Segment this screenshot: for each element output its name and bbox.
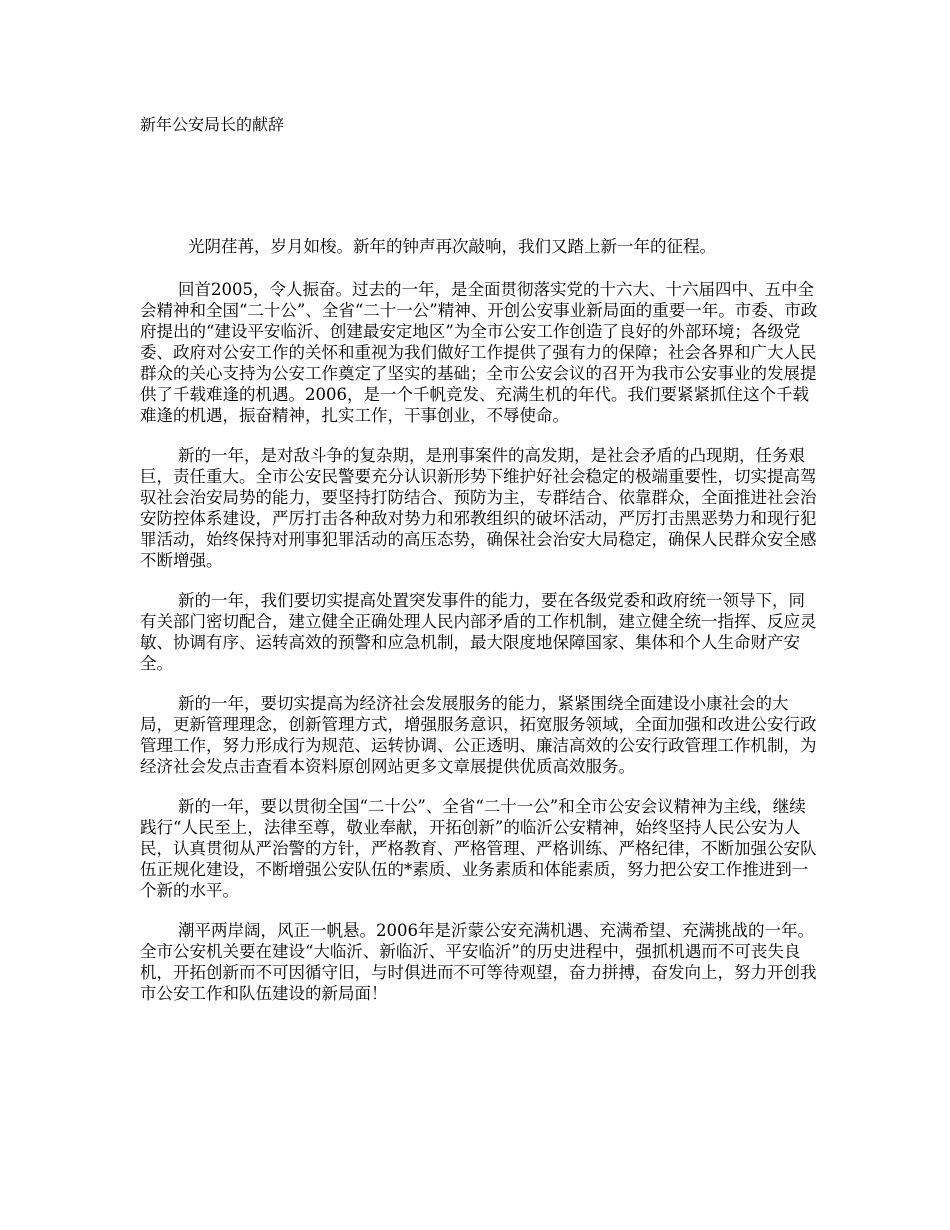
paragraph-economic-service: 新的一年，要切实提高为经济社会发展服务的能力，紧紧围绕全面建设小康社会的大局，更新管理理念，创新管理方式，增强服务意识，拓宽服务领域，全面加强和改进公安行政管理工作，努力形成行为规范、运转协调、公正透明、廉洁高效的公安行政管理工作机制，为经济社会发点击查看本资料原创网站更多文章展提供优质高效服务。 <box>140 694 817 776</box>
document-body <box>140 236 820 1023</box>
paragraph-team-building: 新的一年，要以贯彻全国“二十公”、全省“二十一公”和全市公安会议精神为主线，继续践行“人民至上，法律至尊，敬业奉献，开拓创新”的临沂公安精神，始终坚持人民公安为人民，认真贯彻从严治警的方针，严格教育、严格管理、严格训练、严格纪律，不断加强公安队伍正规化建设，不断增强公安队伍的*素质、业务素质和体能素质，努力把公安工作推进到一个新的水平。 <box>140 797 817 900</box>
paragraph-closing: 潮平两岸阔，风正一帆悬。2006年是沂蒙公安充满机遇、充满希望、充满挑战的一年。全市公安机关要在建设“大临沂、新临沂、平安临沂”的历史进程中，强抓机遇而不可丧失良机，开拓创新而不可因循守旧，与时俱进而不可等待观望，奋力拼搏，奋发向上，努力开创我市公安工作和队伍建设的新局面！ <box>140 921 817 1003</box>
paragraph-opening: 光阴荏苒，岁月如梭。新年的钟声再次敲响，我们又踏上新一年的征程。 <box>188 237 716 256</box>
paragraph-emergency-response: 新的一年，我们要切实提高处置突发事件的能力，要在各级党委和政府统一领导下，同有关部门密切配合，建立健全正确处理人民内部矛盾的工作机制，建立健全统一指挥、反应灵敏、协调有序、运转高效的预警和应急机制，最大限度地保障国家、集体和个人生命财产安全。 <box>140 591 817 673</box>
document-title: 新年公安局长的献辞 <box>140 115 285 134</box>
paragraph-review-2005: 回首2005，令人振奋。过去的一年，是全面贯彻落实党的十六大、十六届四中、五中全会精神和全国“二十公”、全省“二十一公”精神、开创公安事业新局面的重要一年。市委、市政府提出的“建设平安临沂、创建最安定地区”为全市公安工作创造了良好的外部环境；各级党委、政府对公安工作的关怀和重视为我们做好工作提供了强有力的保障；社会各界和广大人民群众的关心支持为公安工作奠定了坚实的基础；全市公安会议的召开为我市公安事业的发展提供了千载难逢的机遇。2006，是一个千帆竞发、充满生机的年代。我们要紧紧抓住这个千载难逢的机遇，振奋精神，扎实工作，干事创业，不辱使命。 <box>140 280 818 425</box>
paragraph-public-security: 新的一年，是对敌斗争的复杂期，是刑事案件的高发期，是社会矛盾的凸现期，任务艰巨，责任重大。全市公安民警要充分认识新形势下维护好社会稳定的极端重要性，切实提高驾驭社会治安局势的能力，要坚持打防结合、预防为主，专群结合、依靠群众，全面推进社会治安防控体系建设，严厉打击各种敌对势力和邪教组织的破坏活动，严厉打击黑恶势力和现行犯罪活动，始终保持对刑事犯罪活动的高压态势，确保社会治安大局稳定，确保人民群众安全感不断增强。 <box>140 446 817 570</box>
